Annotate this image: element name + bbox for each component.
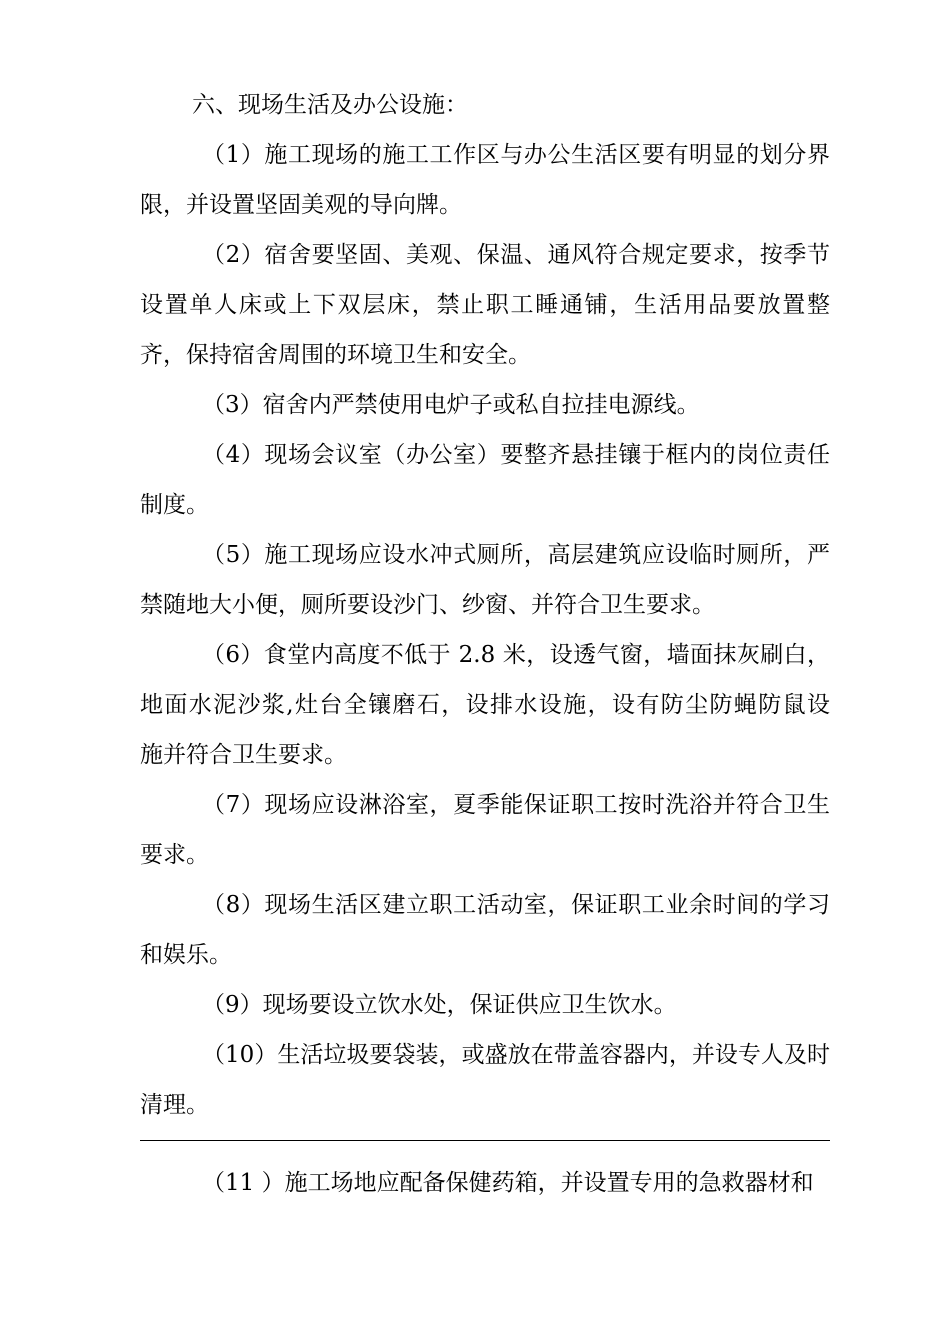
paragraph-line: （11 ）施工场地应配备保健药箱，并设置专用的急救器材和	[202, 1170, 814, 1196]
document-body	[140, 80, 830, 1130]
page-divider	[140, 1140, 830, 1141]
section-heading: 六、现场生活及办公设施：	[192, 92, 468, 118]
paragraph-line: （3）宿舍内严禁使用电炉子或私自拉挂电源线。	[202, 392, 700, 418]
paragraph-line: 设置单人床或上下双层床，禁止职工睡通铺，生活用品要放置整	[140, 292, 830, 318]
list-item	[140, 130, 830, 230]
paragraph-line: （10）生活垃圾要袋装，或盛放在带盖容器内，并设专人及时	[202, 1042, 830, 1068]
list-item	[140, 230, 830, 380]
list-item	[140, 380, 830, 430]
paragraph-line: （5）施工现场应设水冲式厕所，高层建筑应设临时厕所，严	[202, 542, 830, 568]
list-item	[140, 980, 830, 1030]
paragraph-line: （6）食堂内高度不低于 2.8 米，设透气窗，墙面抹灰刷白，	[202, 642, 830, 668]
paragraph-line: 禁随地大小便，厕所要设沙门、纱窗、并符合卫生要求。	[140, 592, 715, 618]
list-item	[140, 630, 830, 780]
paragraph-line: 限，并设置坚固美观的导向牌。	[140, 192, 462, 218]
list-item	[140, 1030, 830, 1130]
continued-paragraph	[140, 1158, 830, 1208]
paragraph-line: 地面水泥沙浆,灶台全镶磨石，设排水设施，设有防尘防蝇防鼠设	[140, 692, 830, 718]
paragraph-line: （7）现场应设淋浴室，夏季能保证职工按时洗浴并符合卫生	[202, 792, 830, 818]
paragraph-line: （2）宿舍要坚固、美观、保温、通风符合规定要求，按季节	[202, 242, 830, 268]
item-list	[140, 130, 830, 1130]
paragraph-line: （8）现场生活区建立职工活动室，保证职工业余时间的学习	[202, 892, 830, 918]
paragraph-line: （9）现场要设立饮水处，保证供应卫生饮水。	[202, 992, 677, 1018]
paragraph-line: 施并符合卫生要求。	[140, 742, 347, 768]
paragraph-line: 制度。	[140, 492, 209, 518]
paragraph-line: （4）现场会议室（办公室）要整齐悬挂镶于框内的岗位责任	[202, 442, 830, 468]
paragraph-line: （1）施工现场的施工工作区与办公生活区要有明显的划分界	[202, 142, 830, 168]
list-item	[140, 530, 830, 630]
paragraph-line: 和娱乐。	[140, 942, 232, 968]
list-item	[140, 880, 830, 980]
list-item	[140, 430, 830, 530]
list-item	[140, 780, 830, 880]
paragraph-line: 清理。	[140, 1092, 209, 1118]
paragraph-line: 要求。	[140, 842, 209, 868]
paragraph-line: 齐，保持宿舍周围的环境卫生和安全。	[140, 342, 531, 368]
